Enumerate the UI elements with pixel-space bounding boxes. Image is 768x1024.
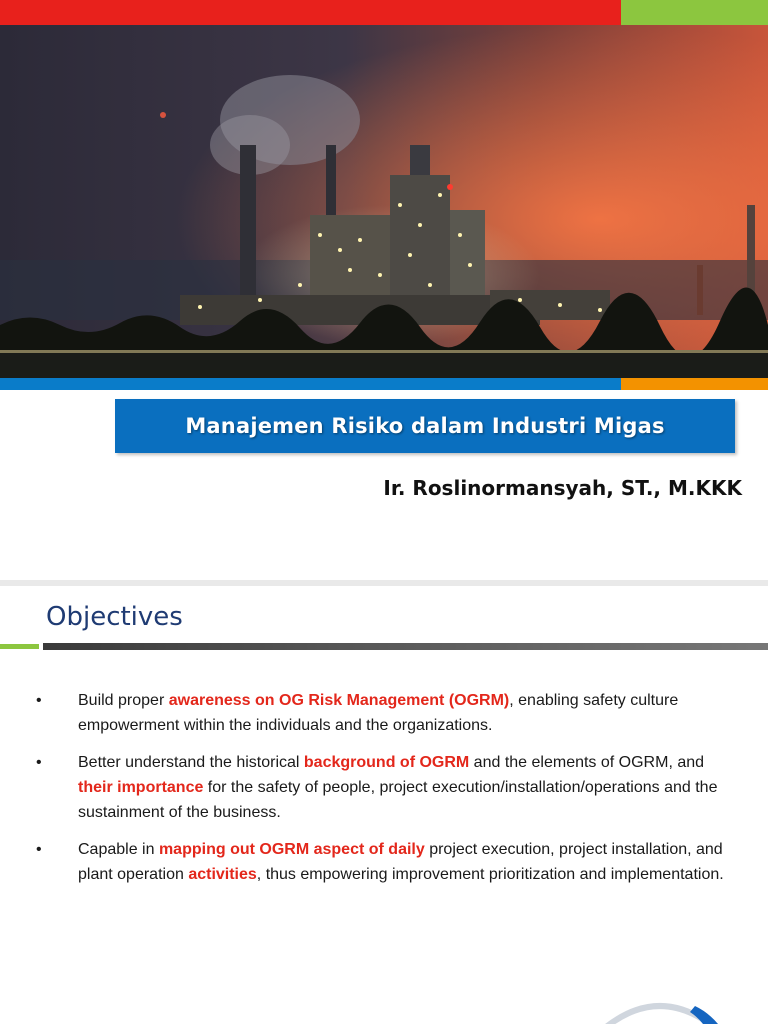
presentation-title: Manajemen Risiko dalam Industri Migas	[185, 414, 665, 438]
objectives-list	[36, 688, 736, 899]
highlight-text: background of OGRM	[303, 754, 470, 771]
logo-arc-icon	[590, 992, 730, 1024]
objectives-slide	[0, 586, 768, 1024]
objective-item: • Capable in mapping out OGRM aspect of daily project execution, project installation, and plant operation activities, thus empowering improvement prioritization and implementation.	[36, 837, 736, 887]
objective-item: • Build proper awareness on OG Risk Management (OGRM), enabling safety culture empowerment within the individuals and the organizations.	[36, 688, 736, 738]
highlight-text: activities	[188, 866, 257, 883]
highlight-text: awareness on OG Risk Management (OGRM)	[168, 692, 510, 709]
bullet-icon: •	[36, 841, 42, 858]
title-banner	[115, 399, 735, 453]
objective-item: • Better understand the historical background of OGRM and the elements of OGRM, and their importance for the safety of people, project execution/installation/operations and the sustainment of the business.	[36, 750, 736, 825]
top-red-bar	[0, 0, 621, 25]
top-green-bar	[621, 0, 768, 25]
refinery-photo	[0, 25, 768, 378]
highlight-text: mapping out OGRM aspect of daily	[158, 841, 425, 858]
heading-rule	[43, 643, 768, 650]
bullet-icon: •	[36, 692, 42, 709]
bullet-icon: •	[36, 754, 42, 771]
author-name: Ir. Roslinormansyah, ST., M.KKK	[383, 476, 742, 500]
heading-green-accent	[0, 644, 39, 649]
blue-divider-bar	[0, 378, 621, 390]
orange-divider-bar	[621, 378, 768, 390]
slide-heading: Objectives	[46, 602, 183, 632]
highlight-text: their importance	[78, 779, 204, 796]
